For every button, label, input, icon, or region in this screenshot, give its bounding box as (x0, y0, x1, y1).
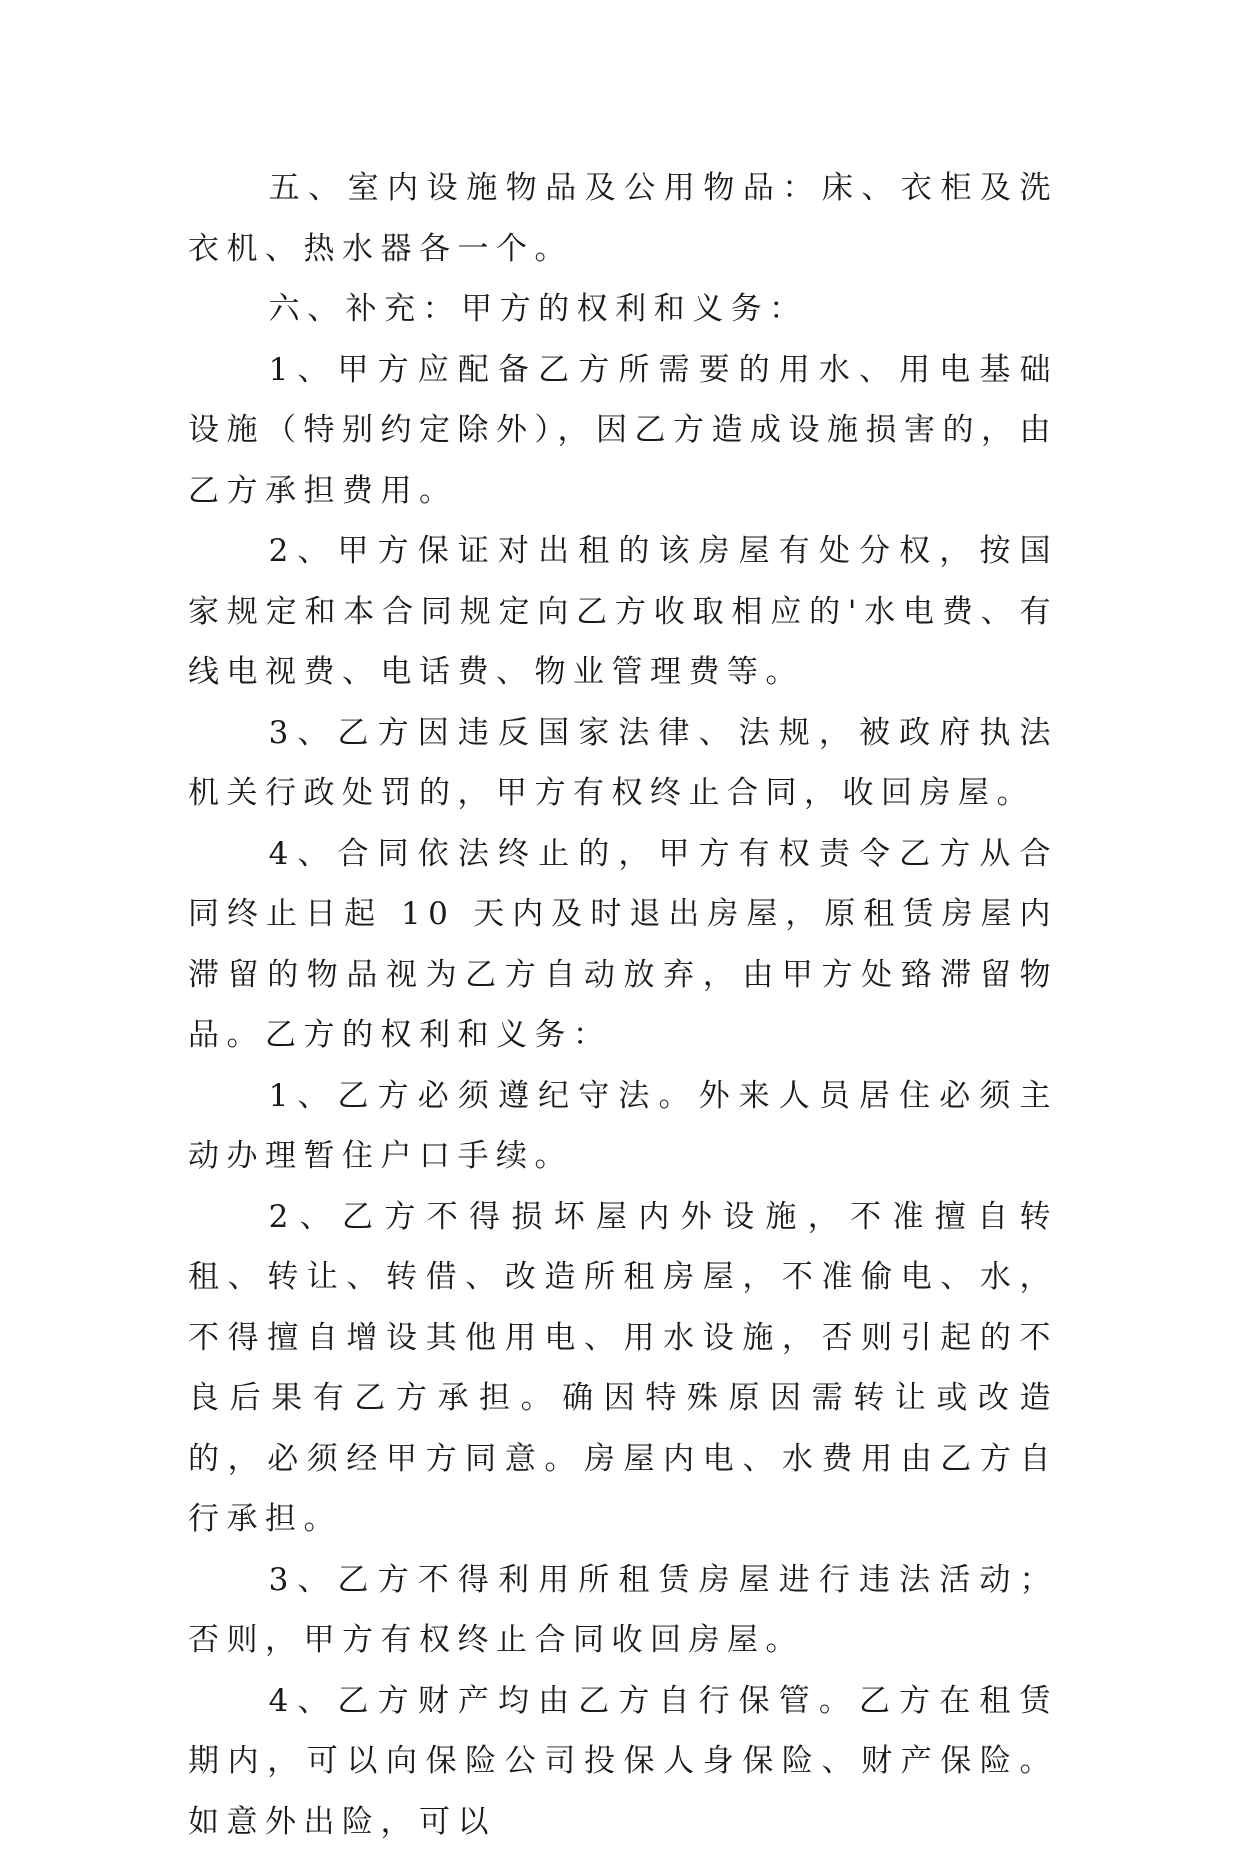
paragraph-party-b-item-3: 3、乙方不得利用所租赁房屋进行违法活动；否则，甲方有权终止合同收回房屋。 (188, 1550, 1058, 1671)
paragraph-party-a-item-2: 2、甲方保证对出租的该房屋有处分权，按国家规定和本合同规定向乙方收取相应的'水电费、有线电视费、电话费、物业管理费等。 (188, 521, 1058, 703)
paragraph-party-b-item-1: 1、乙方必须遵纪守法。外来人员居住必须主动办理暂住户口手续。 (188, 1066, 1058, 1187)
document-body (188, 158, 1058, 1852)
paragraph-party-a-item-1: 1、甲方应配备乙方所需要的用水、用电基础设施（特别约定除外），因乙方造成设施损害的，由乙方承担费用。 (188, 340, 1058, 522)
paragraph-party-b-item-4: 4、乙方财产均由乙方自行保管。乙方在租赁期内，可以向保险公司投保人身保险、财产保险。如意外出险，可以 (188, 1671, 1058, 1852)
paragraph-party-a-item-3: 3、乙方因违反国家法律、法规，被政府执法机关行政处罚的，甲方有权终止合同，收回房屋。 (188, 703, 1058, 824)
paragraph-supplement-heading: 六、补充：甲方的权利和义务： (188, 279, 1058, 340)
paragraph-party-b-item-2: 2、乙方不得损坏屋内外设施，不准擅自转租、转让、转借、改造所租房屋，不准偷电、水，不得擅自增设其他用电、用水设施，否则引起的不良后果有乙方承担。确因特殊原因需转让或改造的，必须经甲方同意。房屋内电、水费用由乙方自行承担。 (188, 1187, 1058, 1550)
paragraph-facilities: 五、室内设施物品及公用物品：床、衣柜及洗衣机、热水器各一个。 (188, 158, 1058, 279)
paragraph-party-a-item-4: 4、合同依法终止的，甲方有权责令乙方从合同终止日起 10 天内及时退出房屋，原租赁房屋内滞留的物品视为乙方自动放弃，由甲方处臵滞留物品。乙方的权利和义务： (188, 824, 1058, 1066)
